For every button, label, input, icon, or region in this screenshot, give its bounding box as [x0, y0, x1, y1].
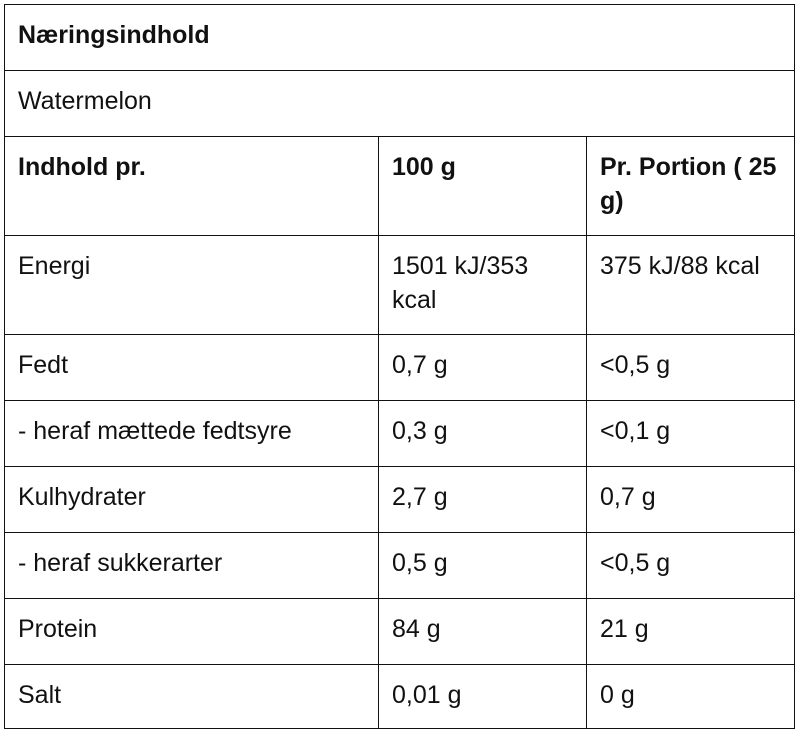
header-cell-per-portion: Pr. Portion ( 25 g)	[587, 137, 795, 236]
table-title: Næringsindhold	[5, 5, 795, 71]
nutrition-table	[4, 4, 795, 729]
nutrient-name: Kulhydrater	[5, 467, 379, 533]
header-row	[5, 137, 795, 236]
value-per-100g: 84 g	[379, 599, 587, 665]
value-per-portion: <0,5 g	[587, 335, 795, 401]
header-cell-nutrient: Indhold pr.	[5, 137, 379, 236]
nutrient-name: - heraf sukkerarter	[5, 533, 379, 599]
nutrient-name: - heraf mættede fedtsyre	[5, 401, 379, 467]
value-per-portion: 0,7 g	[587, 467, 795, 533]
value-per-100g: 0,01 g	[379, 665, 587, 729]
nutrient-name: Fedt	[5, 335, 379, 401]
value-per-100g: 0,3 g	[379, 401, 587, 467]
value-per-100g: 0,7 g	[379, 335, 587, 401]
table-row	[5, 401, 795, 467]
table-row	[5, 599, 795, 665]
value-per-100g: 2,7 g	[379, 467, 587, 533]
table-title-row	[5, 5, 795, 71]
value-per-portion: 375 kJ/88 kcal	[587, 236, 795, 335]
product-row	[5, 71, 795, 137]
table-row	[5, 665, 795, 729]
nutrient-name: Salt	[5, 665, 379, 729]
value-per-portion: 21 g	[587, 599, 795, 665]
value-per-portion: <0,5 g	[587, 533, 795, 599]
table-row	[5, 467, 795, 533]
table-row	[5, 335, 795, 401]
product-name: Watermelon	[5, 71, 795, 137]
table-row	[5, 236, 795, 335]
value-per-portion: 0 g	[587, 665, 795, 729]
value-per-100g: 0,5 g	[379, 533, 587, 599]
value-per-portion: <0,1 g	[587, 401, 795, 467]
nutrient-name: Protein	[5, 599, 379, 665]
nutrient-name: Energi	[5, 236, 379, 335]
value-per-100g: 1501 kJ/353 kcal	[379, 236, 587, 335]
table-row	[5, 533, 795, 599]
header-cell-per-100g: 100 g	[379, 137, 587, 236]
